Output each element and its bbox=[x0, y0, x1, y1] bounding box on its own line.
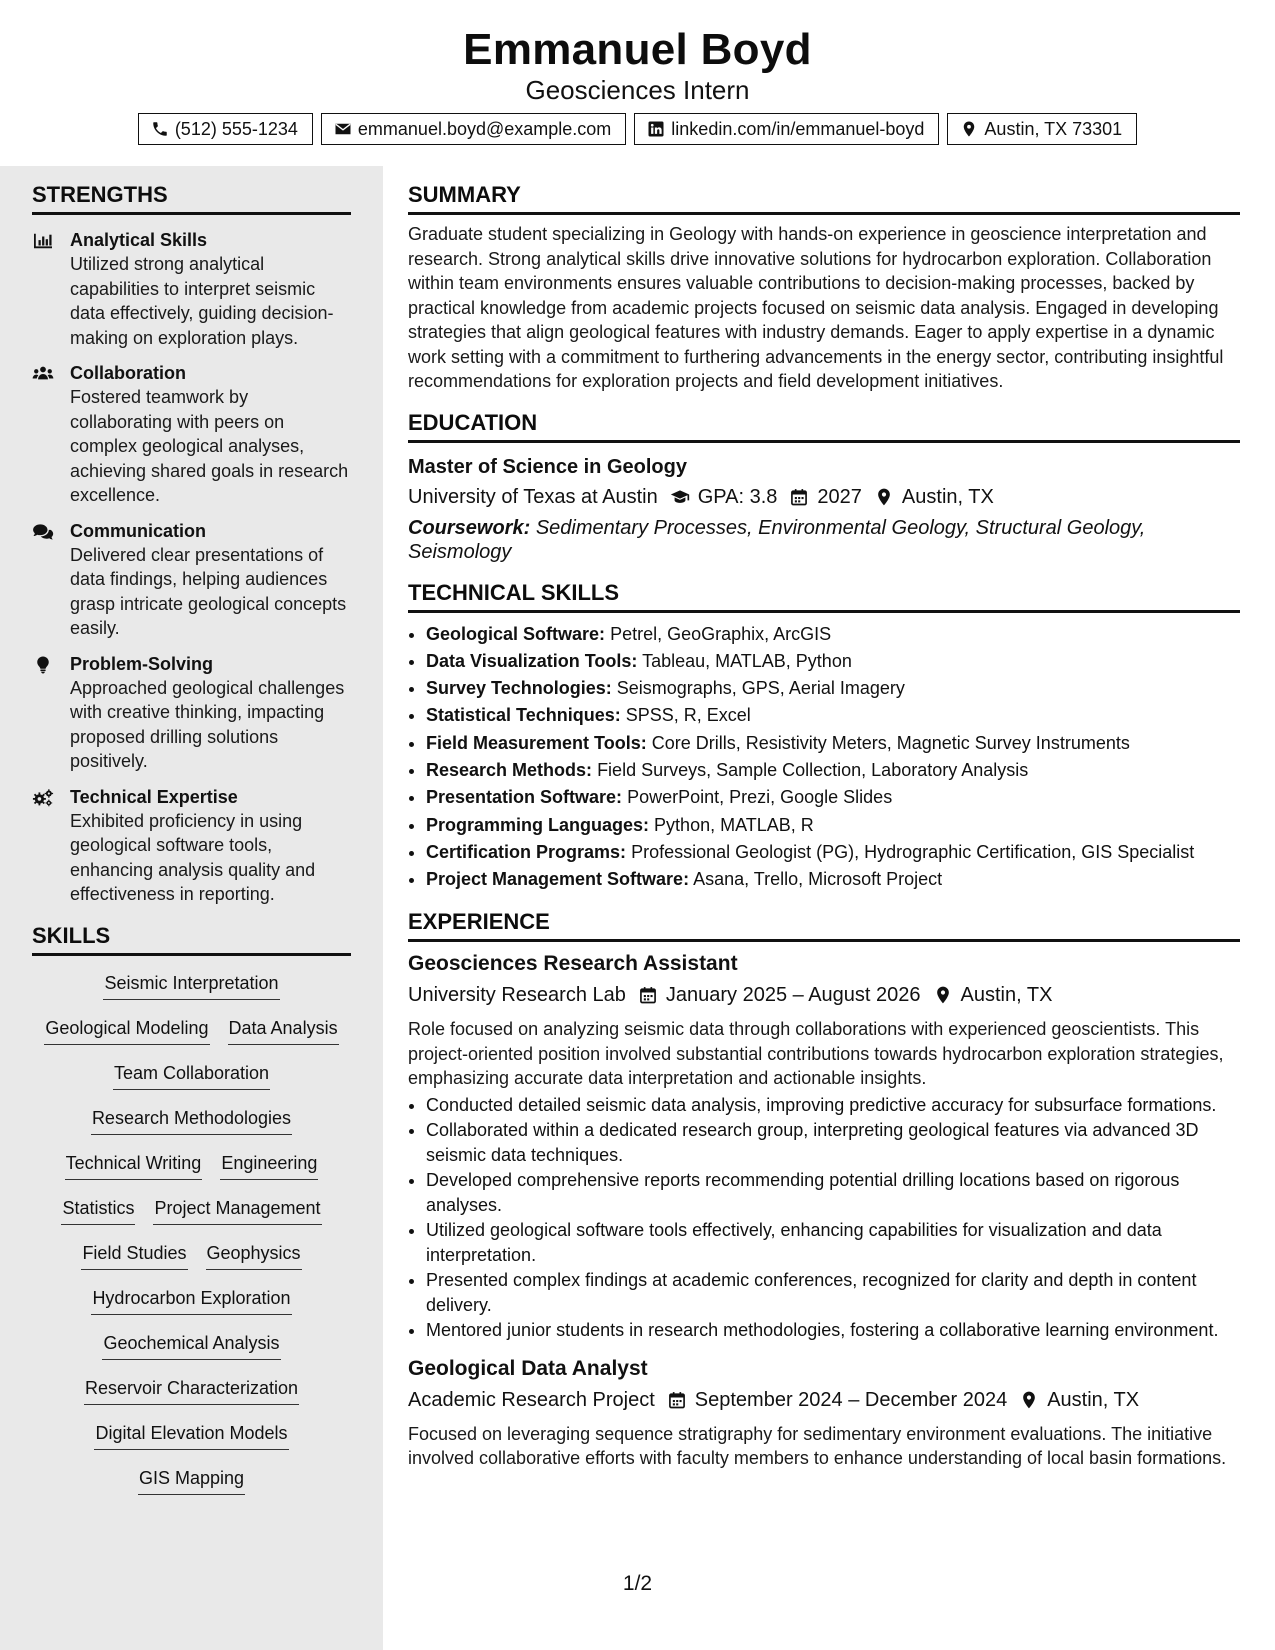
cogs-icon bbox=[32, 789, 54, 807]
strength-desc: Approached geological challenges with creative thinking, impacting proposed drilling solutions positively. bbox=[70, 677, 345, 771]
contact-location bbox=[947, 113, 1137, 145]
job-location: Austin, TX bbox=[1047, 1388, 1140, 1411]
contact-bar bbox=[0, 113, 1275, 145]
summary-text: Graduate student specializing in Geology with hands-on experience in geoscience interpretation and research. Strong analytical skills drive innovative solutions for hydrocarbon exploration. Collaboration within team environments ensures valuable contributions to decision-making processes, backed by practical knowledge from academic projects focused on seismic data analysis. Engaged in developing strategies that align geological features with industry demands. Eager to apply expertise in a dynamic work setting with a commitment to furthering advancements in the energy sector, contributing insightful recommendations for exploration projects and field development initiatives. bbox=[408, 224, 1224, 391]
resume-header bbox=[0, 24, 1275, 145]
list-item: • Statistical Techniques: SPSS, R, Excel bbox=[426, 702, 1240, 729]
list-item: • Geological Software: Petrel, GeoGraphix, ArcGIS bbox=[426, 621, 1240, 648]
graduation-cap-icon bbox=[670, 487, 690, 507]
list-item: • Survey Technologies: Seismographs, GPS, Aerial Imagery bbox=[426, 675, 1240, 702]
list-item: • Certification Programs: Professional Geologist (PG), Hydrographic Certification, GIS Specialist bbox=[426, 839, 1240, 866]
skill-tag: GIS Mapping bbox=[138, 1463, 245, 1495]
job-title: Geosciences Research Assistant bbox=[408, 952, 738, 976]
location-pin-icon bbox=[960, 120, 978, 138]
skill-tag: Team Collaboration bbox=[113, 1058, 270, 1090]
skill-tag: Seismic Interpretation bbox=[103, 968, 279, 1000]
skills-list bbox=[32, 968, 351, 1508]
location-pin-icon bbox=[933, 985, 953, 1005]
skill-tag: Engineering bbox=[220, 1148, 318, 1180]
contact-linkedin[interactable] bbox=[634, 113, 939, 145]
list-item: • Utilized geological software tools effectively, enhancing capabilities for visualization and data interpretation. bbox=[426, 1218, 1240, 1267]
skill-tag: Geophysics bbox=[206, 1238, 302, 1270]
skill-tag: Technical Writing bbox=[65, 1148, 203, 1180]
education-coursework bbox=[408, 516, 1240, 564]
job-org: Academic Research Project bbox=[408, 1388, 655, 1411]
contact-phone-text: (512) 555-1234 bbox=[174, 118, 298, 139]
candidate-role: Geosciences Intern bbox=[525, 75, 750, 105]
skill-tag: Data Analysis bbox=[228, 1013, 339, 1045]
contact-linkedin-text: linkedin.com/in/emmanuel-boyd bbox=[671, 118, 925, 139]
skill-tag: Geological Modeling bbox=[44, 1013, 209, 1045]
skill-tag: Project Management bbox=[153, 1193, 321, 1225]
location-pin-icon bbox=[874, 487, 894, 507]
technical-skills-heading: TECHNICAL SKILLS bbox=[408, 580, 1240, 613]
job-description: Focused on leveraging sequence stratigraphy for sedimentary environment evaluations. The initiative involved collaborative efforts with faculty members to enhance understanding of local basin formations. bbox=[408, 1423, 1227, 1469]
list-item: • Mentored junior students in research methodologies, fostering a collaborative learning environment. bbox=[426, 1318, 1240, 1343]
job-description: Role focused on analyzing seismic data through collaborations with experienced geoscientists. This project-oriented position involved substantial contributions towards hydrocarbon exploration strategies, emphasizing accurate data interpretation and actionable insights. bbox=[408, 1019, 1224, 1089]
phone-icon bbox=[151, 120, 169, 138]
list-item: • Conducted detailed seismic data analysis, improving predictive accuracy for subsurface formations. bbox=[426, 1093, 1240, 1118]
users-icon bbox=[32, 365, 54, 383]
contact-email-text: emmanuel.boyd@example.com bbox=[357, 118, 612, 139]
skill-tag: Geochemical Analysis bbox=[102, 1328, 280, 1360]
strength-title: Technical Expertise bbox=[70, 786, 238, 807]
linkedin-icon bbox=[647, 120, 665, 138]
strength-desc: Utilized strong analytical capabilities to interpret seismic data effectively, guiding decision-making on exploration plays. bbox=[70, 254, 334, 348]
skill-tag: Research Methodologies bbox=[91, 1103, 292, 1135]
location-pin-icon bbox=[1019, 1390, 1039, 1410]
education-heading: EDUCATION bbox=[408, 410, 1240, 443]
skills-heading: SKILLS bbox=[32, 923, 351, 956]
sidebar bbox=[0, 166, 383, 1650]
education-location: Austin, TX bbox=[901, 485, 994, 508]
bar-chart-icon bbox=[32, 232, 54, 250]
calendar-icon bbox=[789, 487, 809, 507]
contact-phone[interactable] bbox=[138, 113, 313, 145]
summary-heading: SUMMARY bbox=[408, 182, 1240, 215]
skill-tag: Reservoir Characterization bbox=[84, 1373, 299, 1405]
strengths-list bbox=[32, 229, 351, 907]
strength-desc: Fostered teamwork by collaborating with peers on complex geological analyses, achieving shared goals in research excellence. bbox=[70, 387, 349, 505]
strengths-heading: STRENGTHS bbox=[32, 182, 351, 215]
list-item: • Data Visualization Tools: Tableau, MATLAB, Python bbox=[426, 648, 1240, 675]
strength-desc: Exhibited proficiency in using geological software tools, enhancing analysis quality and effectiveness in reporting. bbox=[70, 810, 316, 904]
strength-title: Analytical Skills bbox=[70, 230, 208, 250]
skill-tag: Statistics bbox=[61, 1193, 135, 1225]
lightbulb-icon bbox=[32, 656, 54, 674]
education-year: 2027 bbox=[817, 485, 862, 508]
strength-title: Problem-Solving bbox=[70, 653, 214, 674]
skill-tag: Field Studies bbox=[81, 1238, 187, 1270]
strength-title: Communication bbox=[70, 520, 207, 541]
calendar-icon bbox=[638, 985, 658, 1005]
skill-tag: Hydrocarbon Exploration bbox=[91, 1283, 291, 1315]
job-meta bbox=[408, 981, 1240, 1009]
strength-item bbox=[32, 653, 351, 774]
strength-item bbox=[32, 786, 351, 907]
education-school: University of Texas at Austin bbox=[408, 485, 658, 508]
list-item: • Presented complex findings at academic conferences, recognized for clarity and depth in content delivery. bbox=[426, 1268, 1240, 1317]
education-gpa: GPA: 3.8 bbox=[697, 485, 778, 508]
list-item: • Project Management Software: Asana, Trello, Microsoft Project bbox=[426, 866, 1240, 893]
experience-heading: EXPERIENCE bbox=[408, 909, 1240, 942]
coursework-list: Sedimentary Processes, Environmental Geology, Structural Geology, Seismology bbox=[408, 516, 1146, 563]
job-meta bbox=[408, 1386, 1240, 1414]
job-org: University Research Lab bbox=[408, 984, 626, 1007]
candidate-name: Emmanuel Boyd bbox=[463, 25, 812, 74]
strength-desc: Delivered clear presentations of data findings, helping audiences grasp intricate geological concepts easily. bbox=[70, 544, 347, 638]
job-title: Geological Data Analyst bbox=[408, 1356, 648, 1380]
strength-title: Collaboration bbox=[70, 363, 186, 383]
strength-item bbox=[32, 520, 351, 641]
contact-location-text: Austin, TX 73301 bbox=[984, 118, 1123, 139]
education-degree: Master of Science in Geology bbox=[408, 455, 687, 478]
contact-email[interactable] bbox=[321, 113, 626, 145]
job-dates: September 2024 – December 2024 bbox=[694, 1388, 1008, 1411]
strength-item bbox=[32, 362, 351, 508]
main-column bbox=[408, 166, 1240, 1471]
list-item: • Field Measurement Tools: Core Drills, Resistivity Meters, Magnetic Survey Instruments bbox=[426, 730, 1240, 757]
technical-skills-list bbox=[408, 621, 1240, 894]
job-location: Austin, TX bbox=[960, 984, 1053, 1007]
envelope-icon bbox=[334, 120, 352, 138]
list-item: • Programming Languages: Python, MATLAB, R bbox=[426, 812, 1240, 839]
strength-item bbox=[32, 229, 351, 350]
coursework-label: Coursework: bbox=[408, 516, 531, 539]
list-item: • Research Methods: Field Surveys, Sample Collection, Laboratory Analysis bbox=[426, 757, 1240, 784]
list-item: • Presentation Software: PowerPoint, Prezi, Google Slides bbox=[426, 784, 1240, 811]
comments-icon bbox=[32, 523, 54, 541]
job-bullets bbox=[408, 1093, 1240, 1343]
calendar-icon bbox=[667, 1390, 687, 1410]
list-item: • Developed comprehensive reports recommending potential drilling locations based on rigorous analyses. bbox=[426, 1168, 1240, 1217]
list-item: • Collaborated within a dedicated research group, interpreting geological features via advanced 3D seismic data techniques. bbox=[426, 1118, 1240, 1167]
page-number: 1/2 bbox=[622, 1572, 653, 1595]
education-meta bbox=[408, 483, 1240, 511]
job-dates: January 2025 – August 2026 bbox=[665, 984, 921, 1007]
skill-tag: Digital Elevation Models bbox=[94, 1418, 288, 1450]
